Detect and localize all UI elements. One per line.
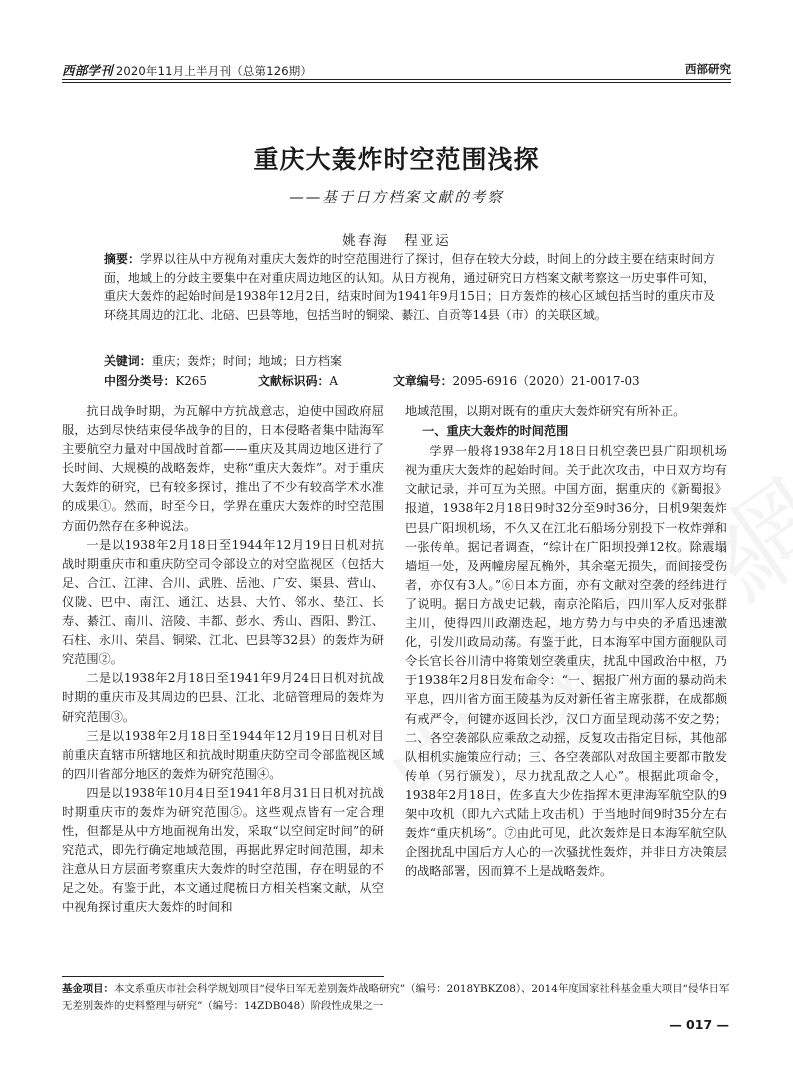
keywords <box>104 352 342 369</box>
footnote-rule <box>62 976 384 977</box>
abstract-text: 学界以往从中方视角对重庆大轰炸的时空范围进行了探讨，但存在较大分歧，时间上的分歧主要在结束时间方面，地域上的分歧主要集中在对重庆周边地区的认知。从日方视角，通过研究日方档案文献考察这一历史事件可知，重庆大轰炸的起始时间是1938年12月2日，结束时间为1941年9月15日；日方轰炸的核心区域包括当时的重庆市及环绕其周边的江北、北碚、巴县等地，包括当时的铜梁、綦江、自贡等14县（市）的关联区域。 <box>104 252 715 322</box>
class-label: 中图分类号： <box>104 374 176 388</box>
doc-value: A <box>329 374 338 388</box>
article-number-value: 2095-6916（2020）21-0017-03 <box>452 374 640 388</box>
article-authors: 姚春海 程亚运 <box>342 233 451 249</box>
issue-info: 2020年11月上半月刊（总第126期） <box>115 64 313 78</box>
header-rule <box>62 79 731 80</box>
paragraph-continuation: 地域范围，以期对既有的重庆大轰炸研究有所补正。 <box>405 404 686 418</box>
article-number-label: 文章编号： <box>393 374 453 388</box>
body-right-column <box>405 402 727 881</box>
abstract <box>104 250 715 324</box>
article-number <box>393 372 640 389</box>
journal-brand: 西部学刊 <box>62 63 113 78</box>
running-header <box>62 58 731 80</box>
keywords-text: 重庆；轰炸；时间；地域；日方档案 <box>151 354 342 368</box>
paragraph: 一是以1938年2月18日至1944年12月19日日机对抗战时期重庆市和重庆防空司令部设立的对空监视区（包括大足、合江、江津、合川、武胜、岳池、广安、渠县、营山、仪陇、巴中、南江、通江、达县、大竹、邻水、垫江、长寿、綦江、南川、涪陵、丰都、彭水、秀山、酉阳、黔江、石柱、永川、荣昌、铜梁、江北、巴县等32县）的轰炸为研究范围②。 <box>62 537 384 667</box>
classification-number <box>104 372 207 389</box>
keywords-label: 关键词： <box>104 354 152 368</box>
header-rule-thin <box>62 82 731 83</box>
funding-note <box>62 981 731 1014</box>
paragraph: 学界一般将1938年2月18日日机空袭巴县广阳坝机场视为重庆大轰炸的起始时间。关于此次攻击，中日双方均有文献记录，并可互为关照。中国方面，据重庆的《新蜀报》报道，1938年2月18日9时32分至9时36分，日机9架轰炸巴县广阳坝机场，不久又在江北石船场分别投下一枚炸弹和一张传单。据记者调查，“综计在广阳坝投弹12枚。除震塌墙垣一处，及两幢房屋瓦桷外，其余毫无损失，而间接受伤者，亦仅有3人。”⑥日本方面，亦有文献对空袭的经纬进行了说明。据日方战史记载，南京沦陷后，四川军人反对张群主川，使得四川政潮迭起，地方势力与中央的矛盾迅速激化，引发川政局动荡。有鉴于此，日本海军中国方面舰队司令长官长谷川清中将策划空袭重庆，扰乱中国政治中枢，乃于1938年2月8日发布命令：“一、据报广州方面的暴动尚未平息，四川省方面王陵基为反对新任省主席张群，在成都颇有戒严令，何键亦返回长沙，汉口方面呈现动荡不安之势；二、各空袭部队应乘敌之动摇，反复攻击指定目标，其他部队相机实施策应行动；三、各空袭部队对敌国主要都市散发传单（另行颁发），尽力扰乱敌之人心”。根据此项命令，1938年2月18日，佐多直大少佐指挥木更津海军航空队的9架中攻机（即九六式陆上攻击机）于当地时间9时35分左右轰炸“重庆机场”。⑦由此可见，此次轰炸是日本海军航空队企图扰乱中国后方人心的一次骚扰性轰炸，并非日方决策层的战略部署，因而算不上是战略轰炸。 <box>405 444 727 879</box>
funding-text: 本文系重庆市社会科学规划项目“侵华日军无差别轰炸战略研究”（编号：2018YBKZ08）、2014年度国家社科基金重大项目“侵华日军无差别轰炸的史料整理与研究”（编号：14ZDB048）阶段性成果之一 <box>62 983 730 1012</box>
page-number: — 017 — <box>669 1017 729 1032</box>
section-name: 西部研究 <box>685 62 731 76</box>
article-title: 重庆大轰炸时空范围浅探 <box>253 145 540 174</box>
body-left-column <box>62 402 384 918</box>
section-heading: 一、重庆大轰炸的时间范围 <box>422 424 569 439</box>
paragraph: 抗日战争时期，为瓦解中方抗战意志，迫使中国政府屈服，达到尽快结束侵华战争的目的，日本侵略者集中陆海军主要航空力量对中国战时首都——重庆及其周边地区进行了长时间、大规模的战略轰炸，史称“重庆大轰炸”。对于重庆大轰炸的研究，已有较多探讨，推出了不少有较高学术水准的成果①。然而，时至今日，学界在重庆大轰炸的时空范围方面仍然存在多种说法。 <box>62 404 384 533</box>
abstract-label: 摘要： <box>104 252 140 266</box>
funding-label: 基金项目： <box>62 983 114 995</box>
doc-label: 文献标识码： <box>258 374 330 388</box>
class-value: K265 <box>175 374 207 388</box>
journal-info <box>62 61 312 79</box>
paragraph: 四是以1938年10月4日至1941年8月31日日机对抗战时期重庆市的轰炸为研究范围⑤。这些观点皆有一定合理性，但都是从中方地面视角出发，采取“以空间定时间”的研究范式，即先行确定地域范围，再据此界定时间范围，却未注意从日方层面考察重庆大轰炸的时空范围，存在明显的不足之处。有鉴于此，本文通过爬梳日方相关档案文献，从空中视角探讨重庆大轰炸的时间和 <box>62 785 384 915</box>
document-code <box>258 372 338 389</box>
article-subtitle: ——基于日方档案文献的考察 <box>289 190 504 206</box>
paragraph: 三是以1938年2月18日至1944年12月19日日机对目前重庆直辖市所辖地区和抗战时期重庆防空司令部监视区域的四川省部分地区的轰炸为研究范围④。 <box>62 728 384 781</box>
paragraph: 二是以1938年2月18日至1941年9月24日日机对抗战时期的重庆市及其周边的巴县、江北、北碚管理局的轰炸为研究范围③。 <box>62 671 384 724</box>
